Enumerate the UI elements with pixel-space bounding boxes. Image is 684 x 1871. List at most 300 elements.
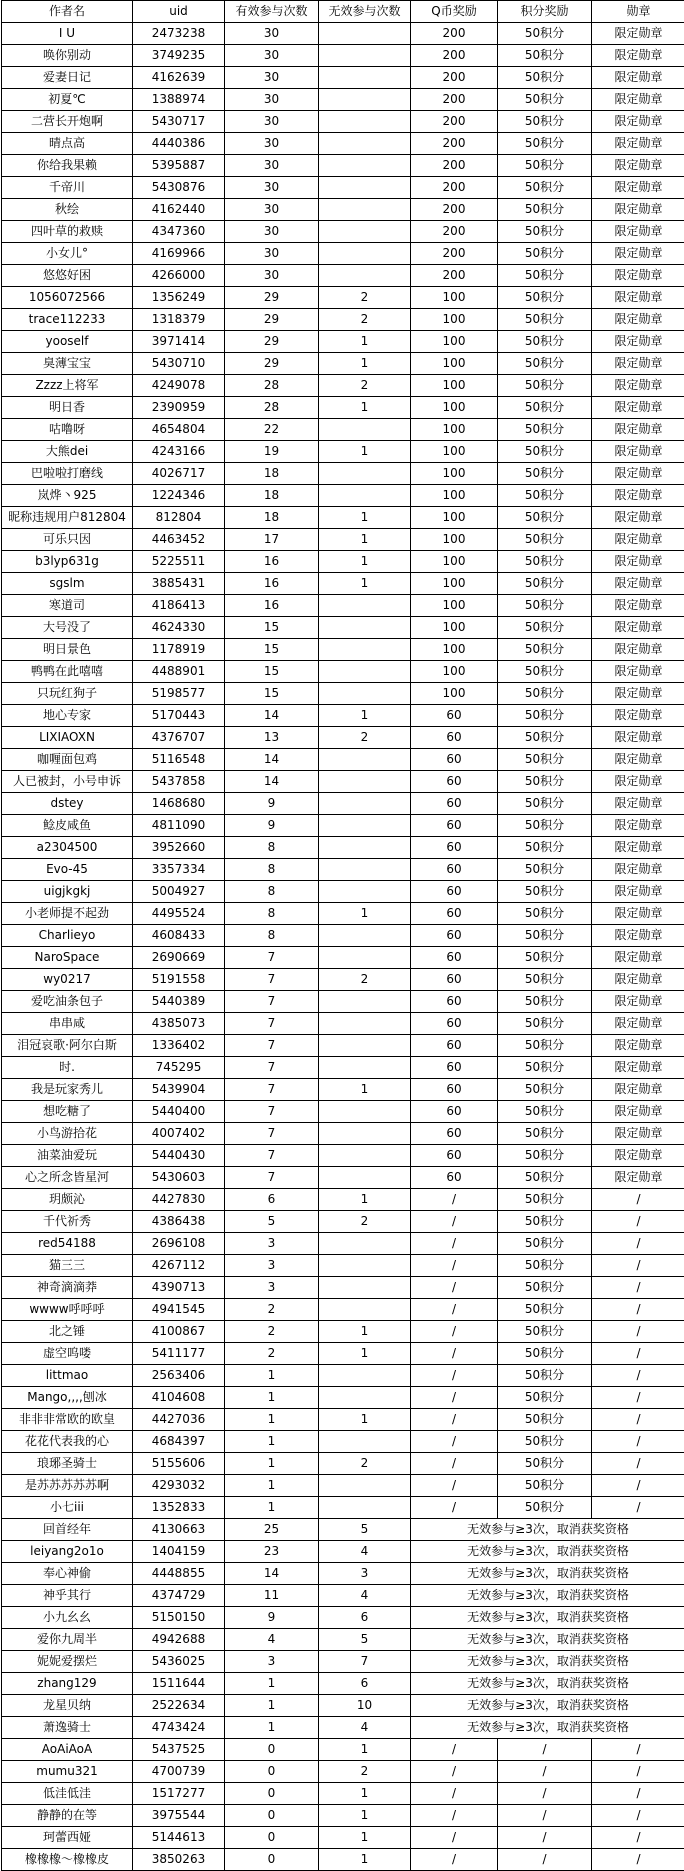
points-reward-cell: / — [498, 1805, 592, 1827]
valid-count-cell: 30 — [225, 45, 319, 67]
table-row — [2, 1255, 684, 1277]
valid-count-cell: 15 — [225, 639, 319, 661]
author-cell: 是苏苏苏苏苏啊 — [2, 1475, 133, 1497]
medal-cell: 限定勋章 — [592, 903, 684, 925]
valid-count-cell: 0 — [225, 1805, 319, 1827]
author-cell: 1056072566 — [2, 287, 133, 309]
points-reward-cell: 50积分 — [498, 705, 592, 727]
valid-count-cell: 29 — [225, 331, 319, 353]
qcoin-reward-cell: / — [411, 1409, 498, 1431]
valid-count-cell: 30 — [225, 243, 319, 265]
points-reward-cell: 50积分 — [498, 1387, 592, 1409]
author-cell: 回首经年 — [2, 1519, 133, 1541]
author-cell: 大号没了 — [2, 617, 133, 639]
uid-cell: 4374729 — [133, 1585, 225, 1607]
points-reward-cell: 50积分 — [498, 45, 592, 67]
uid-cell: 4249078 — [133, 375, 225, 397]
table-row — [2, 243, 684, 265]
invalid-count-cell: 4 — [319, 1541, 411, 1563]
qcoin-reward-cell: 200 — [411, 89, 498, 111]
points-reward-cell: / — [498, 1739, 592, 1761]
points-reward-cell: 50积分 — [498, 771, 592, 793]
invalid-count-cell: 4 — [319, 1585, 411, 1607]
qcoin-reward-cell: 60 — [411, 859, 498, 881]
author-cell: 人已被封，小号申诉 — [2, 771, 133, 793]
qcoin-reward-cell: 200 — [411, 111, 498, 133]
points-reward-cell: 50积分 — [498, 1233, 592, 1255]
uid-cell: 1318379 — [133, 309, 225, 331]
qcoin-reward-cell: 60 — [411, 837, 498, 859]
invalid-count-cell — [319, 617, 411, 639]
author-cell: 明日香 — [2, 397, 133, 419]
table-row — [2, 89, 684, 111]
table-row — [2, 639, 684, 661]
invalid-count-cell — [319, 67, 411, 89]
invalid-count-cell: 1 — [319, 507, 411, 529]
valid-count-cell: 0 — [225, 1849, 319, 1871]
valid-count-cell: 0 — [225, 1783, 319, 1805]
medal-cell: 限定勋章 — [592, 617, 684, 639]
invalid-count-cell — [319, 1277, 411, 1299]
qcoin-reward-cell: / — [411, 1189, 498, 1211]
qcoin-reward-cell: / — [411, 1805, 498, 1827]
author-cell: 串串咸 — [2, 1013, 133, 1035]
author-cell: 奉心神偷 — [2, 1563, 133, 1585]
medal-cell: 限定勋章 — [592, 507, 684, 529]
uid-cell: 5170443 — [133, 705, 225, 727]
uid-cell: 5439904 — [133, 1079, 225, 1101]
qcoin-reward-cell: 60 — [411, 991, 498, 1013]
valid-count-cell: 19 — [225, 441, 319, 463]
uid-cell: 5225511 — [133, 551, 225, 573]
medal-cell: / — [592, 1849, 684, 1871]
points-reward-cell: 50积分 — [498, 925, 592, 947]
points-reward-cell: 50积分 — [498, 1255, 592, 1277]
qcoin-reward-cell: 100 — [411, 529, 498, 551]
points-reward-cell: 50积分 — [498, 353, 592, 375]
table-row — [2, 177, 684, 199]
qcoin-reward-cell: 60 — [411, 1079, 498, 1101]
table-row — [2, 1123, 684, 1145]
author-cell: dstey — [2, 793, 133, 815]
points-reward-cell: 50积分 — [498, 221, 592, 243]
uid-cell: 4386438 — [133, 1211, 225, 1233]
invalid-count-cell — [319, 1057, 411, 1079]
disqualified-note-cell: 无效参与≥3次，取消获奖资格 — [411, 1695, 684, 1717]
author-cell: LIXIAOXN — [2, 727, 133, 749]
points-reward-cell: 50积分 — [498, 881, 592, 903]
invalid-count-cell: 1 — [319, 1079, 411, 1101]
qcoin-reward-cell: 100 — [411, 595, 498, 617]
valid-count-cell: 8 — [225, 837, 319, 859]
table-row — [2, 221, 684, 243]
col-header-uid: uid — [133, 1, 225, 23]
valid-count-cell: 14 — [225, 749, 319, 771]
points-reward-cell: 50积分 — [498, 1211, 592, 1233]
valid-count-cell: 1 — [225, 1695, 319, 1717]
qcoin-reward-cell: / — [411, 1365, 498, 1387]
table-row — [2, 1827, 684, 1849]
valid-count-cell: 14 — [225, 1563, 319, 1585]
uid-cell: 4186413 — [133, 595, 225, 617]
author-cell: 大熊dei — [2, 441, 133, 463]
valid-count-cell: 8 — [225, 903, 319, 925]
qcoin-reward-cell: / — [411, 1497, 498, 1519]
table-row — [2, 1519, 684, 1541]
medal-cell: / — [592, 1277, 684, 1299]
invalid-count-cell — [319, 177, 411, 199]
author-cell: 你给我果赖 — [2, 155, 133, 177]
invalid-count-cell — [319, 925, 411, 947]
points-reward-cell: / — [498, 1761, 592, 1783]
uid-cell: 2690669 — [133, 947, 225, 969]
medal-cell: 限定勋章 — [592, 463, 684, 485]
uid-cell: 1404159 — [133, 1541, 225, 1563]
uid-cell: 4427036 — [133, 1409, 225, 1431]
invalid-count-cell: 1 — [319, 903, 411, 925]
medal-cell: / — [592, 1739, 684, 1761]
disqualified-note-cell: 无效参与≥3次，取消获奖资格 — [411, 1563, 684, 1585]
valid-count-cell: 1 — [225, 1387, 319, 1409]
invalid-count-cell — [319, 265, 411, 287]
points-reward-cell: 50积分 — [498, 1409, 592, 1431]
medal-cell: 限定勋章 — [592, 1167, 684, 1189]
points-reward-cell: 50积分 — [498, 1167, 592, 1189]
valid-count-cell: 1 — [225, 1717, 319, 1739]
valid-count-cell: 4 — [225, 1629, 319, 1651]
uid-cell: 4007402 — [133, 1123, 225, 1145]
uid-cell: 3749235 — [133, 45, 225, 67]
col-header-qcoin-reward: Q币奖励 — [411, 1, 498, 23]
table-row — [2, 1761, 684, 1783]
uid-cell: 1178919 — [133, 639, 225, 661]
valid-count-cell: 13 — [225, 727, 319, 749]
invalid-count-cell — [319, 1233, 411, 1255]
points-reward-cell: 50积分 — [498, 639, 592, 661]
points-reward-cell: 50积分 — [498, 837, 592, 859]
uid-cell: 1468680 — [133, 793, 225, 815]
invalid-count-cell: 1 — [319, 353, 411, 375]
author-cell: 二营长开炮啊 — [2, 111, 133, 133]
medal-cell: 限定勋章 — [592, 485, 684, 507]
points-reward-cell: 50积分 — [498, 1057, 592, 1079]
qcoin-reward-cell: 100 — [411, 661, 498, 683]
valid-count-cell: 7 — [225, 1079, 319, 1101]
points-reward-cell: 50积分 — [498, 397, 592, 419]
table-row — [2, 1695, 684, 1717]
col-header-valid-count: 有效参与次数 — [225, 1, 319, 23]
qcoin-reward-cell: / — [411, 1299, 498, 1321]
medal-cell: / — [592, 1387, 684, 1409]
points-reward-cell: 50积分 — [498, 199, 592, 221]
points-reward-cell: 50积分 — [498, 287, 592, 309]
medal-cell: 限定勋章 — [592, 991, 684, 1013]
invalid-count-cell — [319, 1431, 411, 1453]
table-row — [2, 199, 684, 221]
qcoin-reward-cell: / — [411, 1321, 498, 1343]
medal-cell: 限定勋章 — [592, 881, 684, 903]
valid-count-cell: 7 — [225, 1057, 319, 1079]
table-row — [2, 1211, 684, 1233]
valid-count-cell: 14 — [225, 705, 319, 727]
valid-count-cell: 15 — [225, 683, 319, 705]
valid-count-cell: 7 — [225, 1123, 319, 1145]
medal-cell: 限定勋章 — [592, 23, 684, 45]
author-cell: mumu321 — [2, 1761, 133, 1783]
uid-cell: 4463452 — [133, 529, 225, 551]
uid-cell: 4440386 — [133, 133, 225, 155]
author-cell: 小七iii — [2, 1497, 133, 1519]
qcoin-reward-cell: 60 — [411, 749, 498, 771]
author-cell: 泪冠哀歌·阿尔白斯 — [2, 1035, 133, 1057]
points-reward-cell: 50积分 — [498, 375, 592, 397]
disqualified-note-cell: 无效参与≥3次，取消获奖资格 — [411, 1673, 684, 1695]
uid-cell: 1388974 — [133, 89, 225, 111]
uid-cell: 4624330 — [133, 617, 225, 639]
points-reward-cell: 50积分 — [498, 1013, 592, 1035]
qcoin-reward-cell: 200 — [411, 199, 498, 221]
table-row — [2, 111, 684, 133]
author-cell: 爱你九周半 — [2, 1629, 133, 1651]
medal-cell: / — [592, 1299, 684, 1321]
qcoin-reward-cell: 60 — [411, 1057, 498, 1079]
medal-cell: 限定勋章 — [592, 683, 684, 705]
uid-cell: 4266000 — [133, 265, 225, 287]
invalid-count-cell: 2 — [319, 969, 411, 991]
author-cell: 地心专家 — [2, 705, 133, 727]
invalid-count-cell: 4 — [319, 1717, 411, 1739]
invalid-count-cell: 2 — [319, 1761, 411, 1783]
table-row — [2, 793, 684, 815]
author-cell: 昵称违规用户812804 — [2, 507, 133, 529]
uid-cell: 4700739 — [133, 1761, 225, 1783]
author-cell: littmao — [2, 1365, 133, 1387]
author-cell: 爱吃油条包子 — [2, 991, 133, 1013]
points-reward-cell: 50积分 — [498, 89, 592, 111]
invalid-count-cell — [319, 23, 411, 45]
table-row — [2, 331, 684, 353]
valid-count-cell: 29 — [225, 309, 319, 331]
valid-count-cell: 1 — [225, 1497, 319, 1519]
author-cell: 鲶皮咸鱼 — [2, 815, 133, 837]
invalid-count-cell — [319, 1035, 411, 1057]
invalid-count-cell: 2 — [319, 309, 411, 331]
invalid-count-cell: 2 — [319, 375, 411, 397]
valid-count-cell: 30 — [225, 265, 319, 287]
points-reward-cell: 50积分 — [498, 133, 592, 155]
qcoin-reward-cell: 200 — [411, 221, 498, 243]
medal-cell: 限定勋章 — [592, 1079, 684, 1101]
valid-count-cell: 18 — [225, 485, 319, 507]
invalid-count-cell — [319, 749, 411, 771]
valid-count-cell: 0 — [225, 1761, 319, 1783]
uid-cell: 4347360 — [133, 221, 225, 243]
author-cell: 小老师提不起劲 — [2, 903, 133, 925]
uid-cell: 5430876 — [133, 177, 225, 199]
qcoin-reward-cell: 100 — [411, 309, 498, 331]
medal-cell: / — [592, 1365, 684, 1387]
header-row — [2, 1, 684, 23]
uid-cell: 4169966 — [133, 243, 225, 265]
invalid-count-cell — [319, 1255, 411, 1277]
table-row — [2, 287, 684, 309]
author-cell: 悠悠好困 — [2, 265, 133, 287]
medal-cell: 限定勋章 — [592, 199, 684, 221]
points-reward-cell: 50积分 — [498, 947, 592, 969]
qcoin-reward-cell: / — [411, 1277, 498, 1299]
medal-cell: 限定勋章 — [592, 815, 684, 837]
table-row — [2, 1343, 684, 1365]
author-cell: 琅琊圣骑士 — [2, 1453, 133, 1475]
author-cell: 油菜油爱玩 — [2, 1145, 133, 1167]
invalid-count-cell — [319, 881, 411, 903]
qcoin-reward-cell: 60 — [411, 771, 498, 793]
qcoin-reward-cell: / — [411, 1387, 498, 1409]
valid-count-cell: 30 — [225, 133, 319, 155]
invalid-count-cell — [319, 947, 411, 969]
table-row — [2, 815, 684, 837]
valid-count-cell: 9 — [225, 1607, 319, 1629]
medal-cell: 限定勋章 — [592, 771, 684, 793]
valid-count-cell: 22 — [225, 419, 319, 441]
invalid-count-cell: 1 — [319, 529, 411, 551]
valid-count-cell: 30 — [225, 23, 319, 45]
valid-count-cell: 1 — [225, 1673, 319, 1695]
qcoin-reward-cell: 60 — [411, 1145, 498, 1167]
uid-cell: 5436025 — [133, 1651, 225, 1673]
invalid-count-cell — [319, 991, 411, 1013]
medal-cell: 限定勋章 — [592, 177, 684, 199]
invalid-count-cell — [319, 595, 411, 617]
author-cell: trace112233 — [2, 309, 133, 331]
points-reward-cell: 50积分 — [498, 1299, 592, 1321]
uid-cell: 5411177 — [133, 1343, 225, 1365]
medal-cell: 限定勋章 — [592, 925, 684, 947]
valid-count-cell: 30 — [225, 221, 319, 243]
table-row — [2, 1739, 684, 1761]
author-cell: uigjkgkj — [2, 881, 133, 903]
table-row — [2, 1585, 684, 1607]
invalid-count-cell: 2 — [319, 1453, 411, 1475]
invalid-count-cell — [319, 485, 411, 507]
valid-count-cell: 9 — [225, 815, 319, 837]
valid-count-cell: 18 — [225, 507, 319, 529]
medal-cell: / — [592, 1453, 684, 1475]
invalid-count-cell — [319, 793, 411, 815]
uid-cell: 5116548 — [133, 749, 225, 771]
medal-cell: / — [592, 1255, 684, 1277]
medal-cell: / — [592, 1211, 684, 1233]
disqualified-note-cell: 无效参与≥3次，取消获奖资格 — [411, 1629, 684, 1651]
author-cell: 小女儿° — [2, 243, 133, 265]
points-reward-cell: / — [498, 1849, 592, 1871]
author-cell: 神奇滴滴莽 — [2, 1277, 133, 1299]
qcoin-reward-cell: 60 — [411, 815, 498, 837]
table-row — [2, 859, 684, 881]
uid-cell: 4942688 — [133, 1629, 225, 1651]
uid-cell: 4376707 — [133, 727, 225, 749]
invalid-count-cell: 1 — [319, 573, 411, 595]
table-row — [2, 1409, 684, 1431]
author-cell: 寒道司 — [2, 595, 133, 617]
table-row — [2, 969, 684, 991]
invalid-count-cell — [319, 859, 411, 881]
valid-count-cell: 7 — [225, 947, 319, 969]
uid-cell: 4488901 — [133, 661, 225, 683]
qcoin-reward-cell: 60 — [411, 705, 498, 727]
invalid-count-cell — [319, 419, 411, 441]
medal-cell: 限定勋章 — [592, 947, 684, 969]
qcoin-reward-cell: 60 — [411, 925, 498, 947]
medal-cell: 限定勋章 — [592, 705, 684, 727]
qcoin-reward-cell: / — [411, 1475, 498, 1497]
table-row — [2, 1233, 684, 1255]
table-row — [2, 947, 684, 969]
uid-cell: 5155606 — [133, 1453, 225, 1475]
invalid-count-cell: 1 — [319, 1409, 411, 1431]
uid-cell: 2390959 — [133, 397, 225, 419]
author-cell: 北之锤 — [2, 1321, 133, 1343]
medal-cell: 限定勋章 — [592, 661, 684, 683]
author-cell: leiyang2o1o — [2, 1541, 133, 1563]
valid-count-cell: 1 — [225, 1431, 319, 1453]
points-reward-cell: 50积分 — [498, 155, 592, 177]
table-row — [2, 353, 684, 375]
author-cell: 岚烨丶925 — [2, 485, 133, 507]
invalid-count-cell: 6 — [319, 1673, 411, 1695]
author-cell: 妮妮爱摆烂 — [2, 1651, 133, 1673]
invalid-count-cell: 3 — [319, 1563, 411, 1585]
medal-cell: 限定勋章 — [592, 1145, 684, 1167]
table-row — [2, 1475, 684, 1497]
medal-cell: 限定勋章 — [592, 221, 684, 243]
invalid-count-cell — [319, 771, 411, 793]
col-header-author: 作者名 — [2, 1, 133, 23]
uid-cell: 812804 — [133, 507, 225, 529]
table-row — [2, 419, 684, 441]
table-row — [2, 881, 684, 903]
qcoin-reward-cell: 200 — [411, 243, 498, 265]
qcoin-reward-cell: / — [411, 1761, 498, 1783]
invalid-count-cell — [319, 1299, 411, 1321]
medal-cell: 限定勋章 — [592, 595, 684, 617]
table-row — [2, 991, 684, 1013]
uid-cell: 1517277 — [133, 1783, 225, 1805]
valid-count-cell: 9 — [225, 793, 319, 815]
medal-cell: 限定勋章 — [592, 529, 684, 551]
valid-count-cell: 2 — [225, 1343, 319, 1365]
medal-cell: 限定勋章 — [592, 969, 684, 991]
qcoin-reward-cell: 200 — [411, 67, 498, 89]
medal-cell: / — [592, 1409, 684, 1431]
table-row — [2, 375, 684, 397]
table-row — [2, 1167, 684, 1189]
table-row — [2, 617, 684, 639]
qcoin-reward-cell: 60 — [411, 1013, 498, 1035]
invalid-count-cell — [319, 1167, 411, 1189]
author-cell: 可乐只因 — [2, 529, 133, 551]
uid-cell: 4130663 — [133, 1519, 225, 1541]
table-row — [2, 1651, 684, 1673]
uid-cell: 1352833 — [133, 1497, 225, 1519]
medal-cell: 限定勋章 — [592, 573, 684, 595]
valid-count-cell: 30 — [225, 199, 319, 221]
medal-cell: / — [592, 1497, 684, 1519]
qcoin-reward-cell: 60 — [411, 1167, 498, 1189]
points-reward-cell: 50积分 — [498, 661, 592, 683]
author-cell: wy0217 — [2, 969, 133, 991]
invalid-count-cell — [319, 1387, 411, 1409]
